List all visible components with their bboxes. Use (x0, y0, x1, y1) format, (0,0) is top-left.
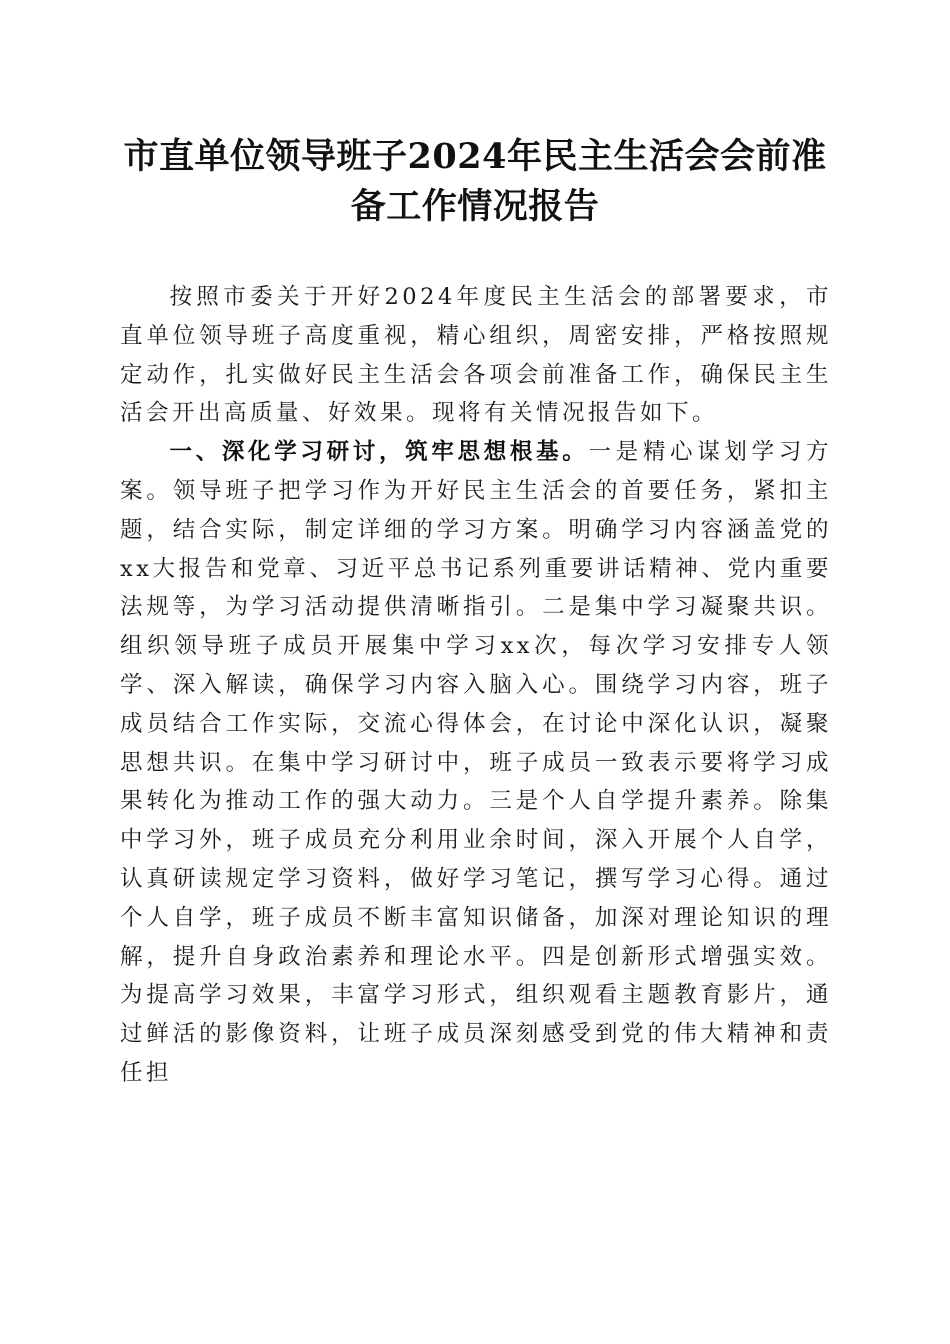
document-body (120, 278, 832, 1093)
section-1-heading: 一、深化学习研讨，筑牢思想根基。 (169, 439, 589, 466)
section-1-paragraph (120, 433, 832, 1093)
section-1-text: 一是精心谋划学习方案。领导班子把学习作为开好民主生活会的首要任务，紧扣主题，结合实际，制定详细的学习方案。明确学习内容涵盖党的xx大报告和党章、习近平总书记系列重要讲话精神、党内重要法规等，为学习活动提供清晰指引。二是集中学习凝聚共识。组织领导班子成员开展集中学习xx次，每次学习安排专人领学、深入解读，确保学习内容入脑入心。围绕学习内容，班子成员结合工作实际，交流心得体会，在讨论中深化认识，凝聚思想共识。在集中学习研讨中，班子成员一致表示要将学习成果转化为推动工作的强大动力。三是个人自学提升素养。除集中学习外，班子成员充分利用业余时间，深入开展个人自学，认真研读规定学习资料，做好学习笔记，撰写学习心得。通过个人自学，班子成员不断丰富知识储备，加深对理论知识的理解，提升自身政治素养和理论水平。四是创新形式增强实效。为提高学习效果，丰富学习形式，组织观看主题教育影片，通过鲜活的影像资料，让班子成员深刻感受到党的伟大精神和责任担 (120, 439, 832, 1086)
title-line-1: 市直单位领导班子2024年民主生活会会前准 (123, 136, 827, 177)
intro-paragraph: 按照市委关于开好2024年度民主生活会的部署要求，市直单位领导班子高度重视，精心组织，周密安排，严格按照规定动作，扎实做好民主生活会各项会前准备工作，确保民主生活会开出高质量、好效果。现将有关情况报告如下。 (120, 284, 832, 427)
title-line-2: 备工作情况报告 (350, 186, 600, 227)
document-title (110, 132, 840, 232)
